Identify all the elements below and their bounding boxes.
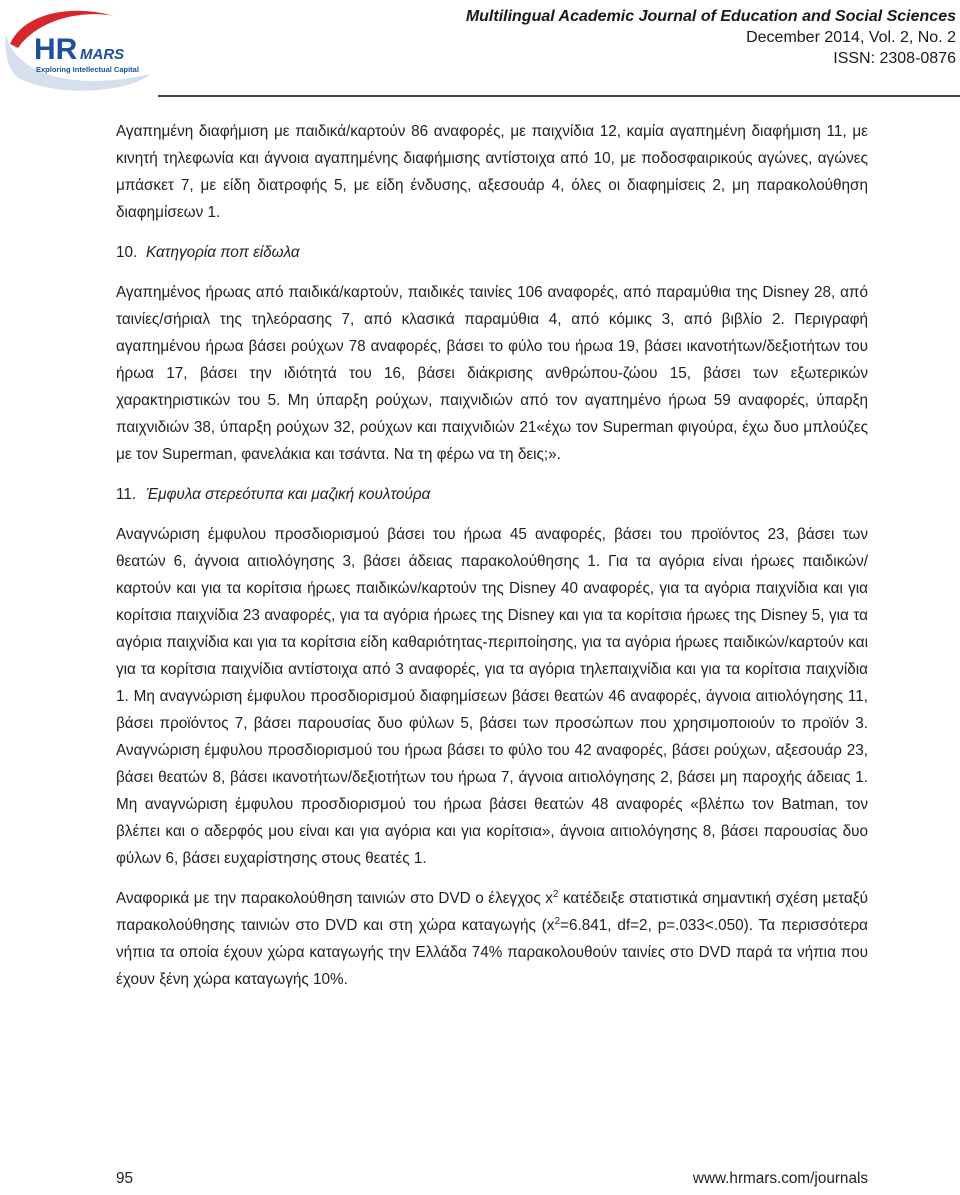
journal-name: Multilingual Academic Journal of Education and Social Sciences xyxy=(465,8,956,25)
spacer xyxy=(116,266,868,279)
spacer xyxy=(116,872,868,885)
paragraph-gender-stereotypes: Αναγνώριση έμφυλου προσδιορισμού βάσει του ήρωα 45 αναφορές, βάσει του προϊόντος 23, βάσει των θεατών 6, άγνοια αιτιολόγησης 3, βάσει άδειας παρακολούθησης 1. Για τα αγόρια είναι ήρωες παιδικών/ καρτούν και για τα κορίτσια ήρωες παιδικών/καρτούν της Disney 40 αναφορές, για τα αγόρια παιχνίδια και για κορίτσια παιχνίδια 23 αναφορές, για τα αγόρια ήρωες της Disney και για τα κορίτσια ήρωες της Disney 5, για τα αγόρια παιχνίδια και για τα κορίτσια είδη καθαριότητας-περιποίησης, για τα αγόρια ήρωες παιδικών/καρτούν και για τα κορίτσια παιχνίδια αντίστοιχα από 3 αναφορές, για τα αγόρια τηλεπαιχνίδια και για τα κορίτσια παιχνίδια 1. Μη αναγνώριση έμφυλου προσδιορισμού διαφημίσεων βάσει θεατών 46 αναφορές, άγνοια αιτιολόγησης 11, βάσει προϊόντος 7, βάσει παρουσίας δυο φύλων 5, βάσει των προσώπων που χρησιμοποιούν το προϊόν 3. Αναγνώριση έμφυλου προσδιορισμού του ήρωα βάσει το φύλο του 42 αναφορές, βάσει ρούχων, αξεσουάρ 23, βάσει θεατών 8, βάσει ικανοτήτων/δεξιοτήτων του ήρωα 7, άγνοια αιτιολόγησης 2, βάσει μη παροχής άδειας 1. Μη αναγνώριση έμφυλου προσδιορισμού του ήρωα βάσει θεατών 48 αναφορές «βλέπω τον Batman, τον βλέπει και ο αδερφός μου είναι και για αγόρια και για κορίτσια», άγνοια αιτιολόγησης 8, βάσει παρουσίας δυο φύλων 6, βάσει ευχαρίστησης στους θεατές 1. xyxy=(116,526,868,867)
superscript: 2 xyxy=(554,916,561,927)
logo-wordmark-mars: MARS xyxy=(80,46,125,63)
spacer xyxy=(116,508,868,521)
hrmars-logo[interactable] xyxy=(4,4,154,96)
paragraph-advertisements: Αγαπημένη διαφήμιση με παιδικά/καρτούν 86 αναφορές, με παιχνίδια 12, καμία αγαπημένη διαφήμιση 11, με κινητή τηλεφωνία και άγνοια αγαπημένης διαφήμισης αντίστοιχα από 10, με ποδοσφαιρικούς αγώνες, αγώνες μπάσκετ 7, με είδη διατροφής 5, με είδη ένδυσης, αξεσουάρ 4, όλες οι διαφημίσεις 2, μη παρακολούθηση διαφημίσεων 1. xyxy=(116,123,868,221)
header-divider xyxy=(158,95,960,97)
text-run: Αναφορικά με την παρακολούθηση ταινιών στο DVD ο έλεγχος x xyxy=(116,890,553,907)
section-number: 11. xyxy=(116,486,137,503)
spacer xyxy=(116,226,868,239)
text-run: =6.841, df=2, p=.033<.050). Τα περισσότερα νήπια τα οποία έχουν χώρα καταγωγής την Ελλάδα 74% παρακολουθούν ταινίες στο DVD παρά τα νήπια που έχουν ξένη χώρα καταγωγής 10%. xyxy=(116,917,868,988)
section-title: Έμφυλα στερεότυπα και μαζική κουλτούρα xyxy=(146,486,431,503)
logo-swoosh-blue xyxy=(6,34,151,91)
journal-issue: December 2014, Vol. 2, No. 2 xyxy=(746,29,956,46)
section-heading-11 xyxy=(116,481,868,508)
journal-issn: ISSN: 2308-0876 xyxy=(833,50,956,67)
superscript: 2 xyxy=(552,889,559,900)
journal-info xyxy=(466,6,956,69)
logo-wordmark-hr: HR xyxy=(34,33,78,66)
text-run: κατέδειξε στατιστικά σημαντική σχέση μεταξύ παρακολούθησης ταινιών στο DVD και στη χώρα καταγωγής (x xyxy=(116,890,868,934)
section-title: Κατηγορία ποπ είδωλα xyxy=(146,244,300,261)
page-number: 95 xyxy=(116,1170,134,1187)
paragraph-dvd-chi-square xyxy=(116,885,868,993)
hrmars-logo-graphic xyxy=(4,4,154,96)
section-number: 10. xyxy=(116,244,138,261)
logo-tagline: Exploring Intellectual Capital xyxy=(36,65,139,74)
section-heading-10 xyxy=(116,239,868,266)
page-header xyxy=(0,0,960,100)
spacer xyxy=(116,468,868,481)
footer-url-link[interactable]: www.hrmars.com/journals xyxy=(692,1170,868,1187)
article-body xyxy=(116,118,868,993)
paragraph-pop-idols: Αγαπημένος ήρωας από παιδικά/καρτούν, παιδικές ταινίες 106 αναφορές, από παραμύθια της Disney 28, από ταινίες/σήριαλ της τηλεόρασης 7, από κλασικά παραμύθια 4, από κόμικς 3, από βιβλίο 2. Περιγραφή αγαπημένου ήρωα βάσει ρούχων 78 αναφορές, βάσει το φύλο του ήρωα 19, βάσει ικανοτήτων/δεξιοτήτων του ήρωα 17, βάσει την ιδιότητά του 16, βάσει διάκρισης ανθρώπου-ζώου 15, βάσει των εξωτερικών χαρακτηριστικών του 5. Μη ύπαρξη ρούχων, παιχνιδιών από τον αγαπημένο ήρωα 59 αναφορές, ύπαρξη παιχνιδιών 38, ύπαρξη ρούχων 32, ρούχων και παιχνιδιών 21«έχω τον Superman φιγούρα, έχω δυο μπλούζες με τον Superman, φανελάκια και τσάντα. Να τη φέρω να τη δεις;». xyxy=(116,284,868,463)
